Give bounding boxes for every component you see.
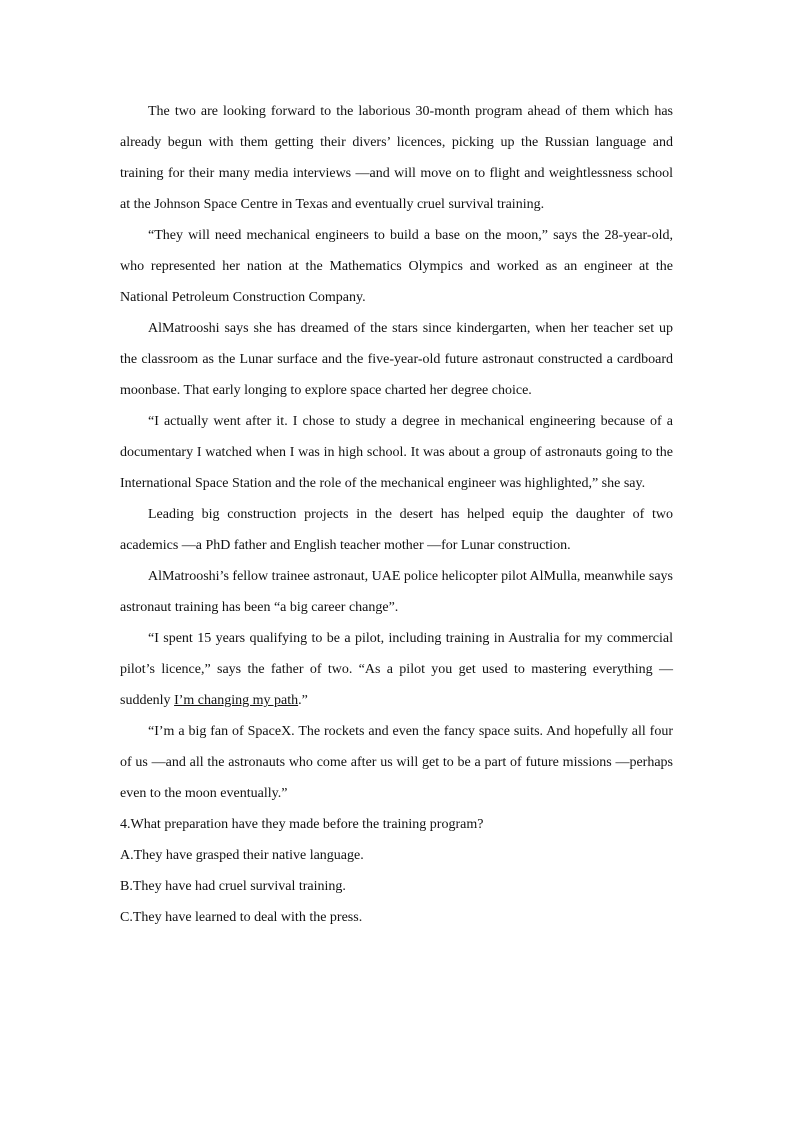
- paragraph-7-text-before: “I spent 15 years qualifying to be a pilot, including training in Australia for my commercial pilot’s licence,” says the father of two. “As a pilot you get used to mastering everything —suddenly: [120, 631, 673, 708]
- paragraph-7: [120, 623, 673, 716]
- option-b: B.They have had cruel survival training.: [120, 879, 346, 894]
- paragraph-3: AlMatrooshi says she has dreamed of the stars since kindergarten, when her teacher set up the classroom as the Lunar surface and the five-year-old future astronaut constructed a cardboard moonbase. That early longing to explore space charted her degree choice.: [120, 321, 673, 398]
- paragraph-2: “They will need mechanical engineers to build a base on the moon,” says the 28-year-old, who represented her nation at the Mathematics Olympics and worked as an engineer at the National Petroleum Construction Company.: [120, 228, 673, 305]
- option-c: C.They have learned to deal with the press.: [120, 910, 363, 925]
- option-a: A.They have grasped their native language.: [120, 848, 364, 863]
- document-page: [120, 96, 673, 933]
- paragraph-8: “I’m a big fan of SpaceX. The rockets and even the fancy space suits. And hopefully all four of us —and all the astronauts who come after us will get to be a part of future missions —perhaps even to the moon eventually.”: [120, 724, 673, 801]
- paragraph-4: “I actually went after it. I chose to study a degree in mechanical engineering because of a documentary I watched when I was in high school. It was about a group of astronauts going to the International Space Station and the role of the mechanical engineer was highlighted,” she say.: [120, 414, 673, 491]
- paragraph-5: Leading big construction projects in the desert has helped equip the daughter of two academics —a PhD father and English teacher mother —for Lunar construction.: [120, 507, 673, 553]
- paragraph-1: The two are looking forward to the laborious 30-month program ahead of them which has already begun with them getting their divers’ licences, picking up the Russian language and training for their many media interviews —and will move on to flight and weightlessness school at the Johnson Space Centre in Texas and eventually cruel survival training.: [120, 104, 673, 212]
- paragraph-7-text-after: .”: [298, 693, 308, 708]
- paragraph-6: AlMatrooshi’s fellow trainee astronaut, UAE police helicopter pilot AlMulla, meanwhile says astronaut training has been “a big career change”.: [120, 569, 673, 615]
- underlined-phrase: I’m changing my path: [174, 693, 299, 708]
- question-stem: 4.What preparation have they made before the training program?: [120, 817, 484, 832]
